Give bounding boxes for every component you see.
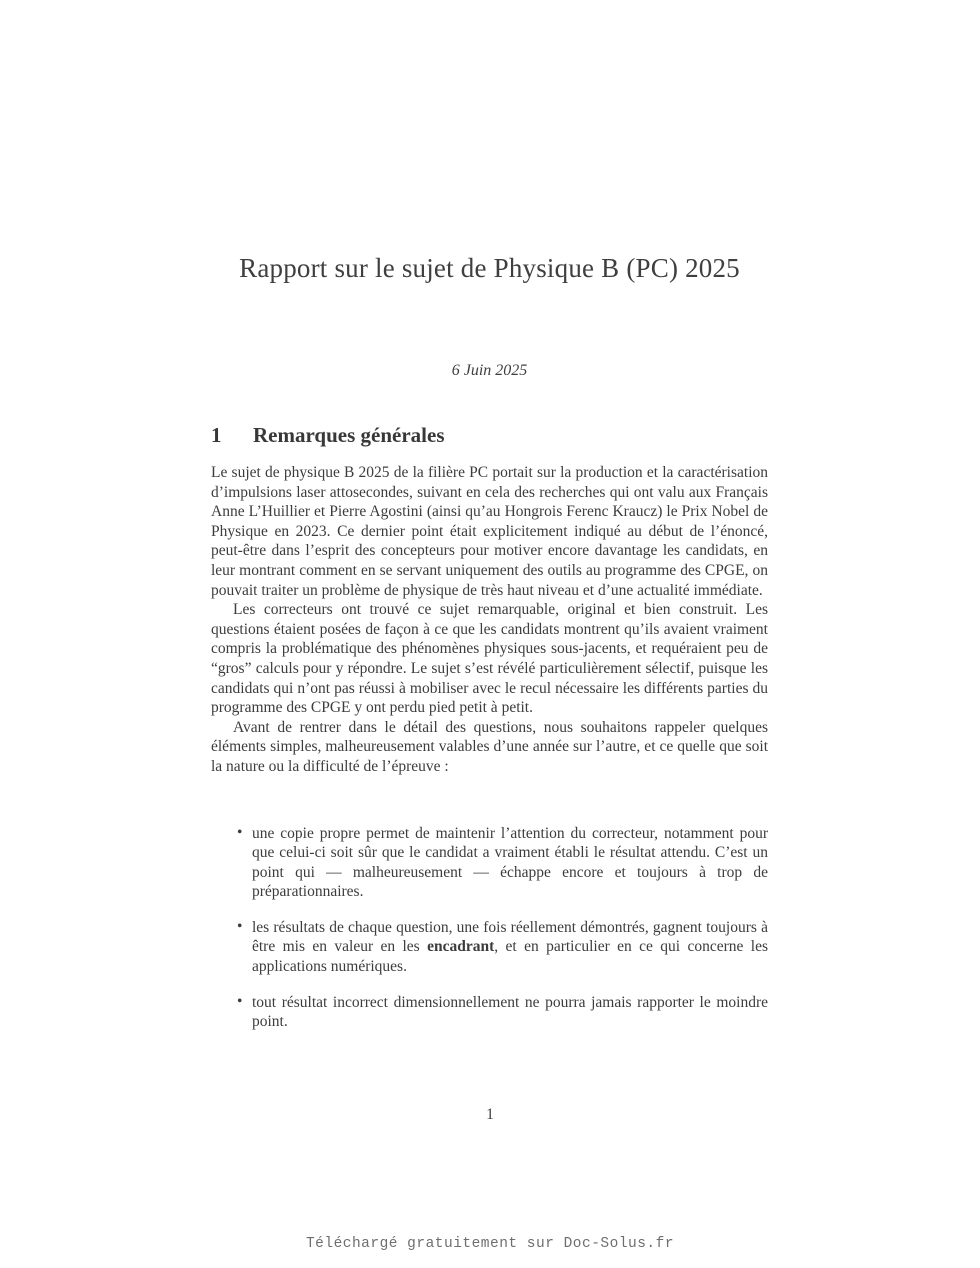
section-number: 1 [211,423,222,447]
bullet-text: , et en particulier en ce qui concerne les applications numériques. [252,938,768,976]
download-source-footer: Téléchargé gratuitement sur Doc-Solus.fr [305,1236,675,1252]
document-date: 6 Juin 2025 [451,362,528,379]
list-item [211,824,768,902]
bullet-text: les résultats de chaque question, une fois réellement démontrés, gagnent toujours à être mis en valeur en les [252,918,768,956]
bullet-icon: • [237,992,243,1010]
page-number: 1 [486,1106,494,1123]
paragraph-avant: Avant de rentrer dans le détail des questions, nous souhaitons rappeler quelques éléments simples, malheureusement valables d’une année sur l’autre, et ce quelle que soit la nature ou la difficulté de l’épreuve : [211,718,768,775]
section-title: Remarques générales [253,423,445,447]
document-title: Rapport sur le sujet de Physique B (PC) 2025 [239,253,740,283]
section-heading [211,421,768,449]
remarks-bullet-list [211,824,768,1032]
bullet-text: tout résultat incorrect dimensionnellement ne pourra jamais rapporter le moindre point. [252,993,768,1031]
paragraph-correcteurs: Les correcteurs ont trouvé ce sujet remarquable, original et bien construit. Les questions étaient posées de façon à ce que les candidats montrent qu’ils avaient vraiment compris la problématique des phénomènes physiques sous-jacents, et requéraient peu de “gros” calculs pour y répondre. Le sujet s’est révélé particulièrement sélectif, puisque les candidats qui n’ont pas réussi à mobiliser avec le recul nécessaire les différents parties du programme des CPGE y ont perdu pied petit à petit. [211,601,768,717]
text-column [211,0,768,1048]
list-item [211,993,768,1032]
bullet-icon: • [237,823,243,841]
list-item [211,918,768,977]
paragraph-intro: Le sujet de physique B 2025 de la filière PC portait sur la production et la caractérisation d’impulsions laser attosecondes, suivant en cela des recherches qui ont valu aux Français Anne L’Huillier et Pierre Agostini (ainsi qu’au Hongrois Ferenc Kraucz) le Prix Nobel de Physique en 2023. Ce dernier point était explicitement indiqué au début de l’énoncé, peut-être dans l’esprit des concepteurs pour motiver encore davantage les candidats, en leur montrant comment en se servant uniquement des outils au programme des CPGE, on pouvait traiter un problème de physique de très haut niveau et d’une actualité immédiate. [211,464,768,599]
bullet-text: une copie propre permet de maintenir l’attention du correcteur, notamment pour que celui-ci soit sûr que le candidat a vraiment établi le résultat attendu. C’est un point qui — malheureusement — échappe encore et toujours à trop de préparationnaires. [252,824,768,901]
bullet-bold-text: encadrant [427,938,495,956]
bullet-icon: • [237,917,243,935]
